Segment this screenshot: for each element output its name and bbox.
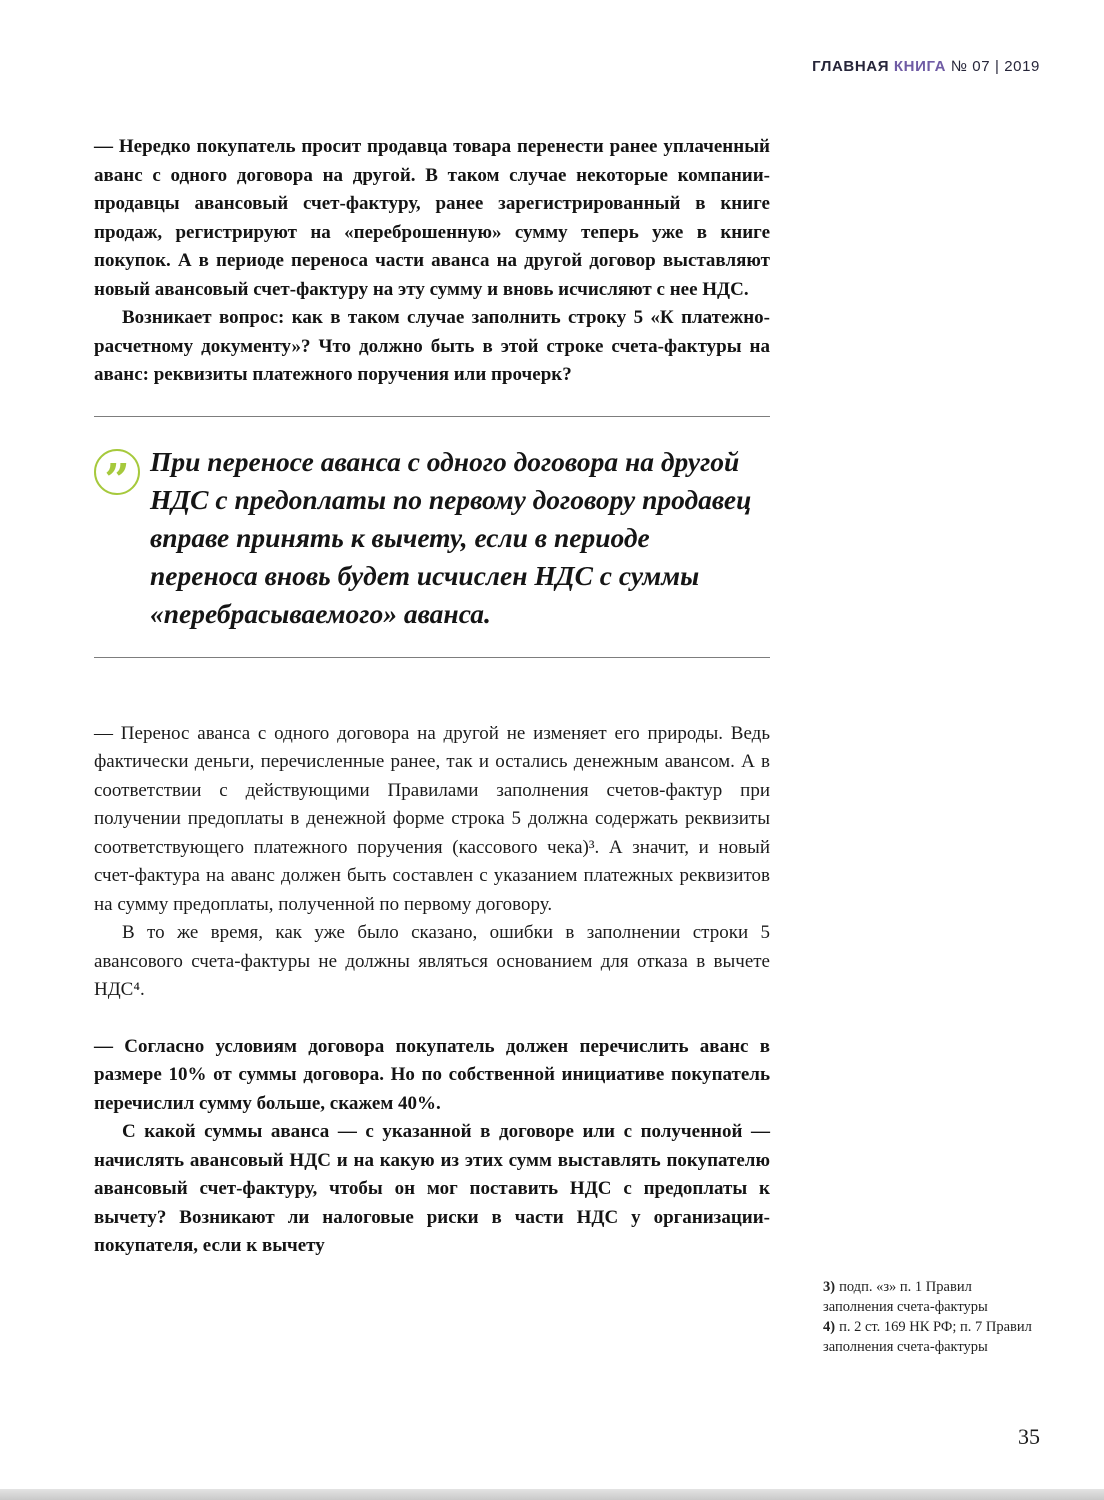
footnote-4-marker: 4) xyxy=(823,1319,836,1335)
pull-quote xyxy=(94,416,770,658)
question1-paragraph-1: — Нередко покупатель просит продавца товара перенести ранее уплаченный аванс с одного договора на другой. В таком случае некоторые компании-продавцы авансовый счет-фактуру, ранее зарегистрированный в книге продаж, регистрируют на «переброшенную» сумму теперь уже в книге покупок. А в периоде переноса части аванса на другой договор выставляют новый авансовый счет-фактуру на эту сумму и вновь исчисляют с нее НДС. xyxy=(94,136,770,300)
reader-question-1 xyxy=(94,133,770,390)
quote-icon: ” xyxy=(94,449,140,495)
question1-paragraph-2: Возникает вопрос: как в таком случае заполнить строку 5 «К платежно-расчетному документу»? Что должно быть в этой строке счета-фактуры на аванс: реквизиты платежного поручения или прочерк? xyxy=(94,307,770,385)
brand-name-part1: ГЛАВНАЯ xyxy=(812,58,890,75)
page-number: 35 xyxy=(1018,1424,1040,1449)
footnote-3 xyxy=(823,1277,1041,1317)
article-column xyxy=(94,133,770,1261)
expert-answer-1 xyxy=(94,720,770,1005)
footnote-4 xyxy=(823,1317,1041,1357)
footnote-4-text: п. 2 ст. 169 НК РФ; п. 7 Правил заполнения счета-фактуры xyxy=(823,1319,1032,1355)
question2-paragraph-1: — Согласно условиям договора покупатель должен перечислить аванс в размере 10% от суммы договора. Но по собственной инициативе покупатель перечислил сумму больше, скажем 40%. xyxy=(94,1035,770,1114)
answer1-paragraph-1: — Перенос аванса с одного договора на другой не изменяет его природы. Ведь фактически деньги, перечисленные ранее, так и остались денежным авансом. А в соответствии с действующими Правилами заполнения счетов-фактур при получении предоплаты в денежной форме строка 5 должна содержать реквизиты соответствующего платежного поручения (кассового чека)³. А значит, и новый счет-фактура на аванс должен быть составлен с указанием платежных реквизитов на сумму предоплаты, полученной по первому договору. xyxy=(94,722,770,915)
brand-name-part2: КНИГА xyxy=(893,58,947,75)
footnotes xyxy=(823,1277,1041,1357)
question2-paragraph-2: С какой суммы аванса — с указанной в договоре или с полученной — начислять авансовый НДС и на какую из этих сумм выставлять покупателю авансовый счет-фактуру, чтобы он мог поставить НДС с предоплаты к вычету? Возникают ли налоговые риски в части НДС у организации-покупателя, если к вычету xyxy=(94,1121,770,1256)
pull-quote-body xyxy=(94,417,770,657)
answer1-paragraph-2: В то же время, как уже было сказано, ошибки в заполнении строки 5 авансового счета-фактуры не должны являться основанием для отказа в вычете НДС⁴. xyxy=(94,922,770,1000)
footnote-3-text: подп. «з» п. 1 Правил заполнения счета-фактуры xyxy=(823,1279,988,1315)
rule-bottom xyxy=(94,657,770,658)
pull-quote-text: При переносе аванса с одного договора на другой НДС с предоплаты по первому договору продавец вправе принять к вычету, если в периоде переноса вновь будет исчислен НДС с суммы «перебрасываемого» аванса. xyxy=(150,445,752,629)
issue-number: № 07 | 2019 xyxy=(950,58,1040,75)
reader-question-2 xyxy=(94,1033,770,1261)
running-head xyxy=(812,58,1040,75)
footnote-3-marker: 3) xyxy=(823,1279,836,1295)
page-bottom-edge xyxy=(0,1489,1104,1500)
